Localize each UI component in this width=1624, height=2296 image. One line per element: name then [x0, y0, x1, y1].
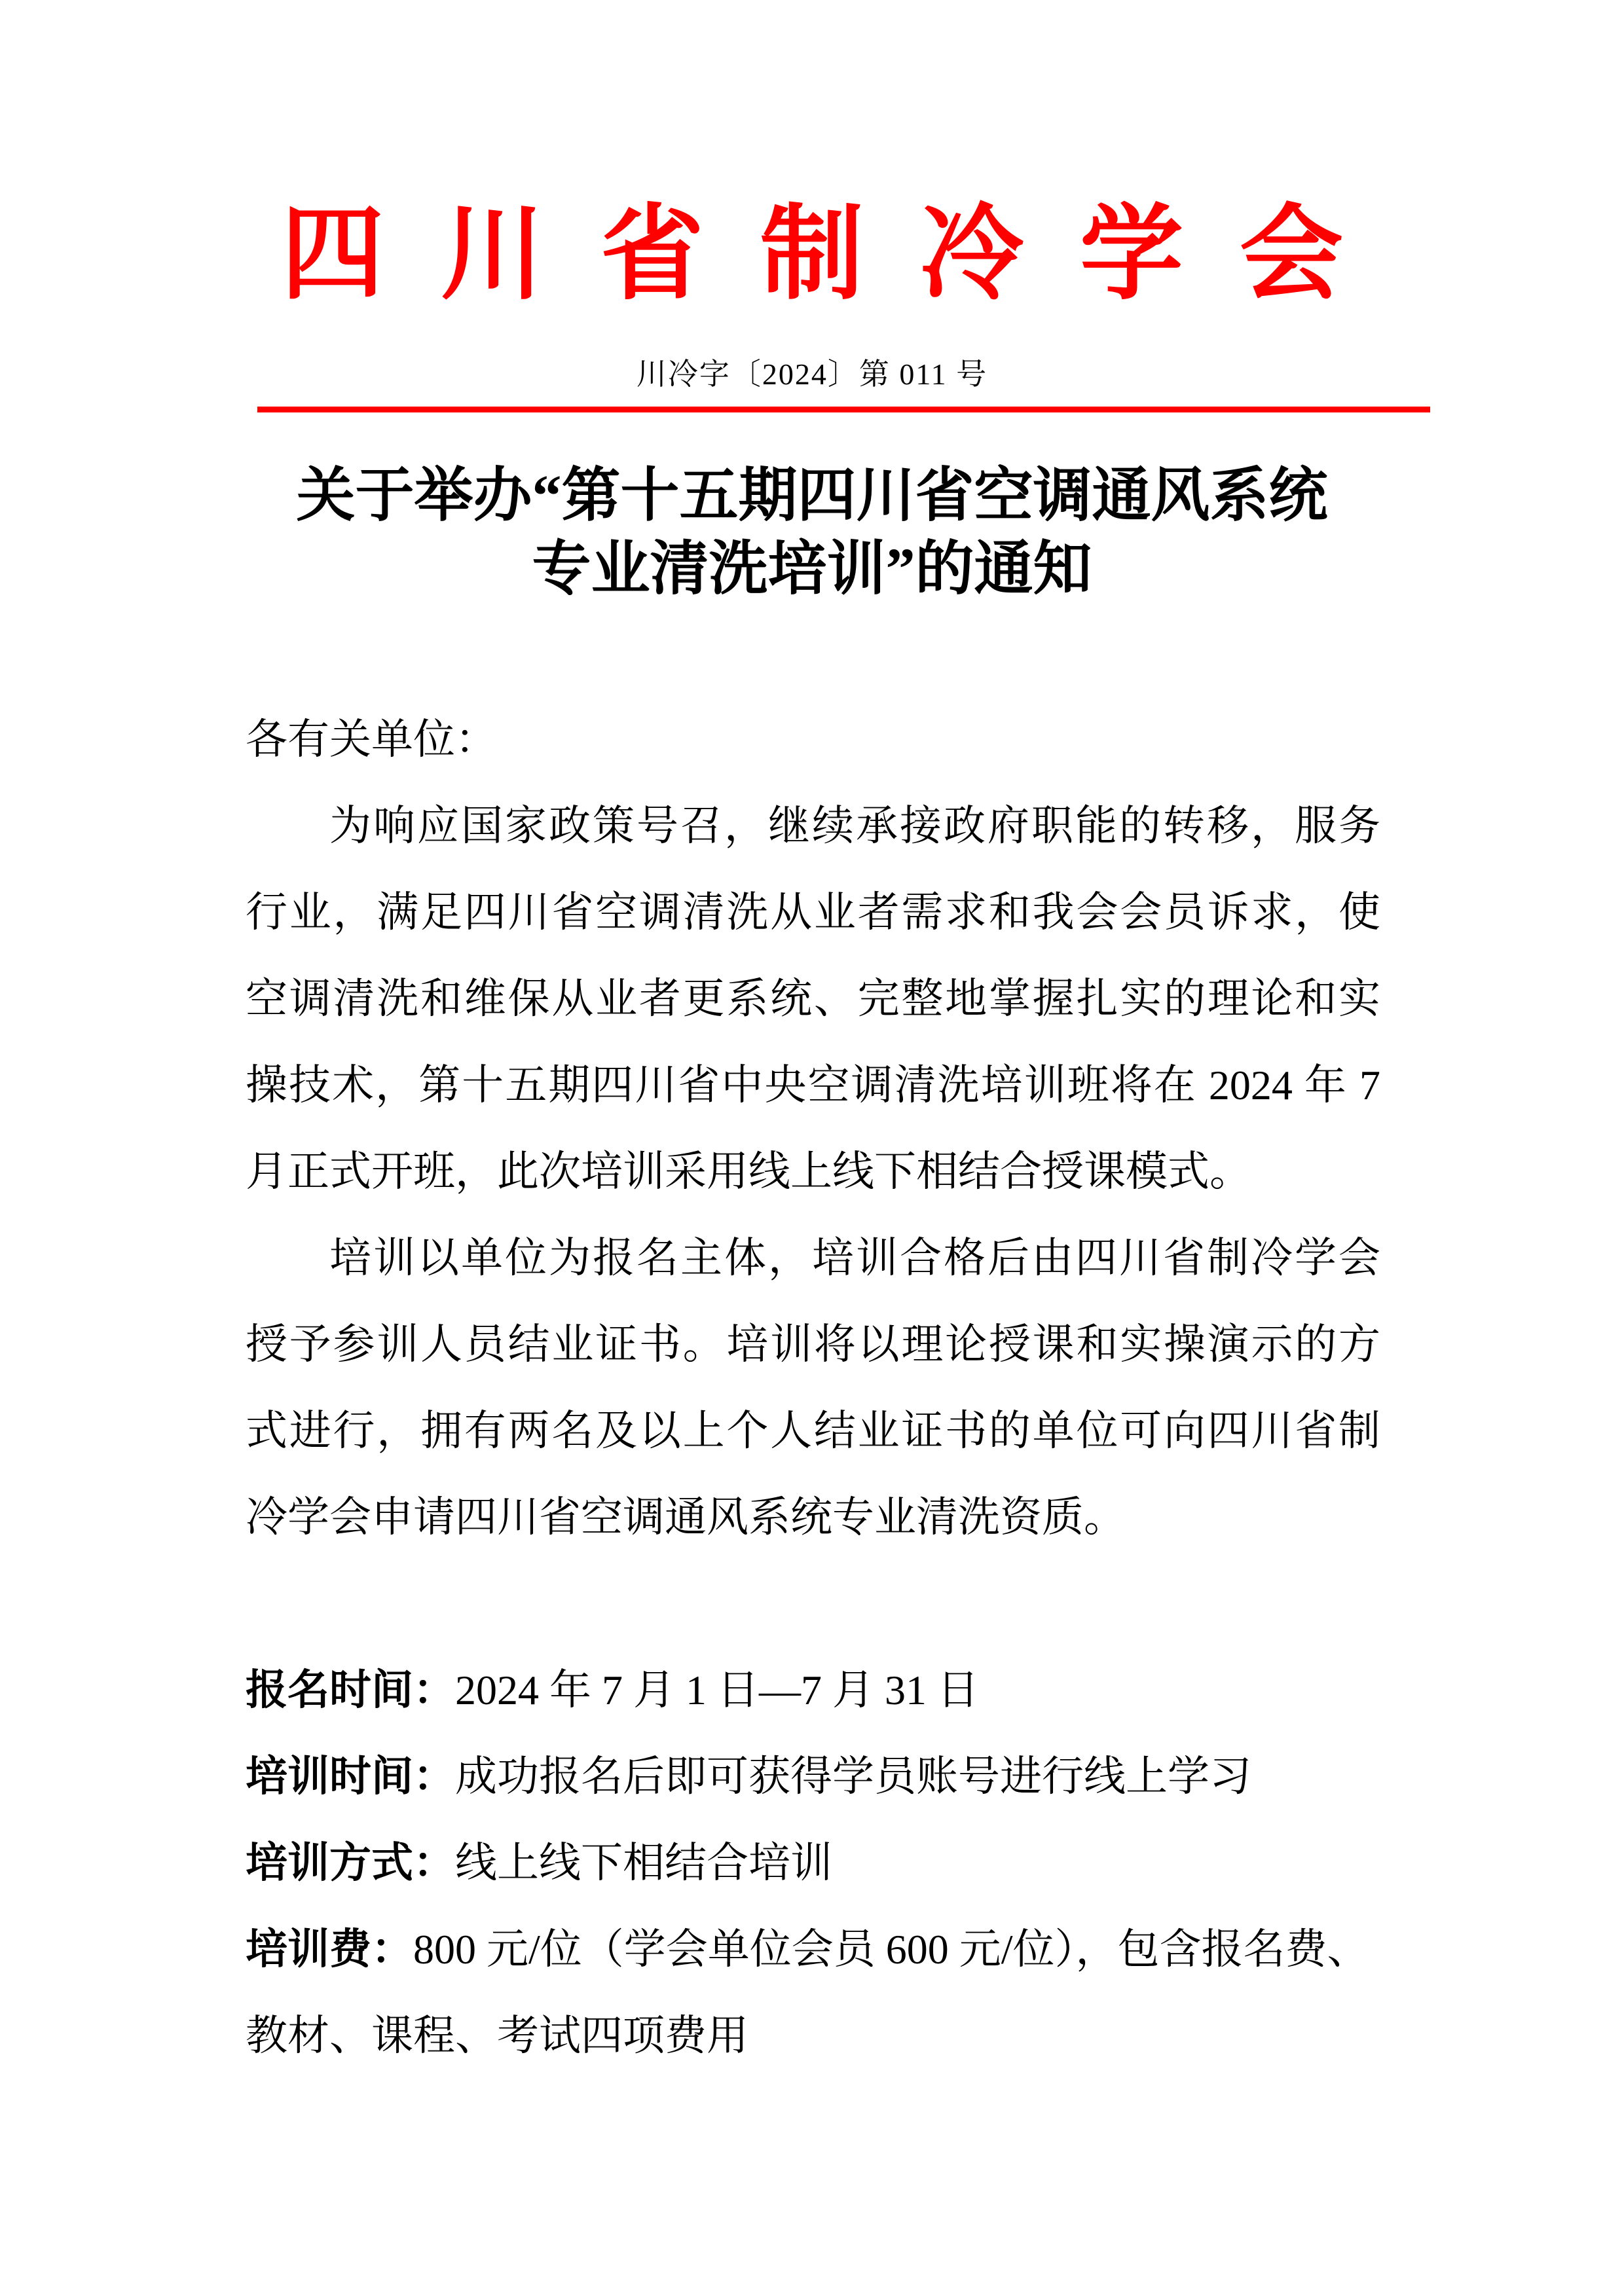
- info-line-fee-continuation: [246, 1993, 1380, 2079]
- notice-title-line1: 关于举办“第十五期四川省空调通风系统: [296, 464, 1328, 528]
- info-value: 成功报名后即可获得学员账号进行线上学习: [455, 1753, 1251, 1800]
- info-label: 培训时间：: [246, 1753, 455, 1800]
- paragraph1-line: 行业，满足四川省空调清洗从业者需求和我会会员诉求，使: [246, 889, 1380, 936]
- paragraph1-line: 空调清洗和维保从业者更系统、完整地掌握扎实的理论和实: [246, 975, 1380, 1022]
- document-reference-number: 川冷字〔2024〕第 011 号: [636, 357, 988, 391]
- info-line-training-fee: [246, 1906, 1380, 1993]
- info-line-registration-time: [246, 1647, 1380, 1734]
- greeting-line: 各有关单位：: [246, 716, 497, 763]
- blank-line: [246, 1561, 1380, 1647]
- info-label: 培训费：: [246, 1926, 413, 1973]
- red-divider-line: [257, 407, 1430, 412]
- paragraph2-line: 式进行，拥有两名及以上个人结业证书的单位可向四川省制: [246, 1408, 1380, 1454]
- notice-title: [0, 460, 1624, 606]
- info-line-training-method: [246, 1820, 1380, 1906]
- paragraph1-line: 月正式开班，此次培训采用线上线下相结合授课模式。: [246, 1148, 1251, 1195]
- paragraph2-line: 冷学会申请四川省空调通风系统专业清洗资质。: [246, 1494, 1126, 1540]
- info-value: 800 元/位（学会单位会员 600 元/位），包含报名费、: [413, 1926, 1369, 1973]
- info-label: 报名时间：: [246, 1667, 455, 1713]
- organization-title: 四川省制冷学会: [281, 198, 1399, 312]
- paragraph1-line: 操技术，第十五期四川省中央空调清洗培训班将在 2024 年 7: [246, 1062, 1380, 1108]
- info-value: 2024 年 7 月 1 日—7 月 31 日: [455, 1667, 979, 1713]
- paragraph2-line: 培训以单位为报名主体，培训合格后由四川省制冷学会: [329, 1235, 1380, 1281]
- document-body: [246, 697, 1380, 2079]
- info-label: 培训方式：: [246, 1840, 455, 1886]
- info-value: 线上线下相结合培训: [455, 1840, 832, 1886]
- notice-title-line2: 专业清洗培训”的通知: [532, 537, 1092, 602]
- paragraph2-line: 授予参训人员结业证书。培训将以理论授课和实操演示的方: [246, 1321, 1380, 1368]
- info-value: 教材、课程、考试四项费用: [246, 2013, 748, 2059]
- info-line-training-time: [246, 1734, 1380, 1820]
- paragraph1-line: 为响应国家政策号召，继续承接政府职能的转移，服务: [329, 803, 1380, 849]
